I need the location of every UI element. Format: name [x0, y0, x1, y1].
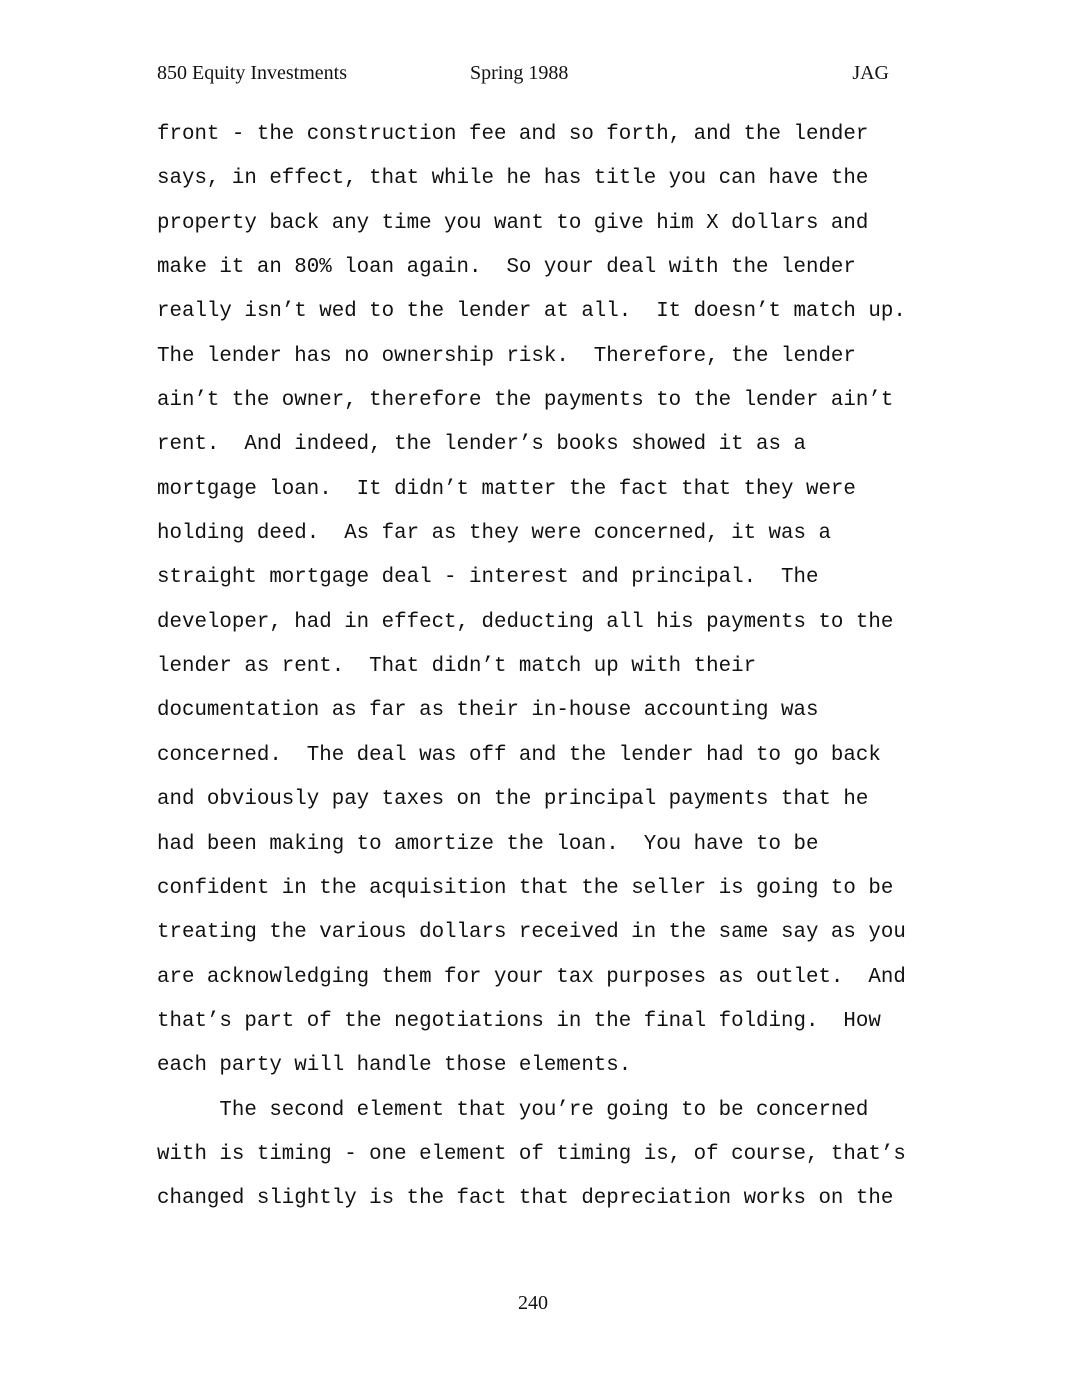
- text-line: confident in the acquisition that the seller is going to be: [157, 876, 894, 900]
- text-line: holding deed. As far as they were concerned, it was a: [157, 522, 831, 546]
- header-course-title: 850 Equity Investments: [157, 62, 347, 84]
- text-line: changed slightly is the fact that depreciation works on the: [157, 1187, 894, 1211]
- text-line: concerned. The deal was off and the lender had to go back: [157, 743, 881, 767]
- text-line: mortgage loan. It didn’t matter the fact that they were: [157, 477, 856, 501]
- page-number: 240: [518, 1292, 548, 1314]
- text-line: that’s part of the negotiations in the final folding. How: [157, 1009, 881, 1033]
- text-line: each party will handle those elements.: [157, 1054, 632, 1078]
- text-line: really isn’t wed to the lender at all. It doesn’t match up.: [157, 300, 906, 324]
- text-line: front - the construction fee and so forth, and the lender: [157, 123, 869, 146]
- header-author-initials: JAG: [852, 62, 889, 84]
- paragraph-start-line: The second element that you’re going to be concerned: [157, 1098, 869, 1122]
- text-line: straight mortgage deal - interest and principal. The: [157, 566, 819, 590]
- text-line: had been making to amortize the loan. You have to be: [157, 832, 819, 856]
- text-line: lender as rent. That didn’t match up with their: [157, 655, 757, 679]
- text-line: The lender has no ownership risk. Therefore, the lender: [157, 344, 856, 368]
- text-line: documentation as far as their in-house accounting was: [157, 699, 819, 723]
- page-header: [157, 62, 892, 90]
- text-line: treating the various dollars received in the same say as you: [157, 921, 906, 945]
- header-term: Spring 1988: [470, 62, 569, 84]
- text-line: make it an 80% loan again. So your deal with the lender: [157, 256, 856, 280]
- transcript-body: [157, 113, 937, 1222]
- text-line: developer, had in effect, deducting all his payments to the: [157, 610, 894, 634]
- text-line: property back any time you want to give him X dollars and: [157, 211, 869, 235]
- text-line: rent. And indeed, the lender’s books showed it as a: [157, 433, 806, 457]
- text-line: are acknowledging them for your tax purposes as outlet. And: [157, 965, 906, 989]
- text-line: with is timing - one element of timing is, of course, that’s: [157, 1142, 906, 1166]
- text-line: ain’t the owner, therefore the payments to the lender ain’t: [157, 389, 894, 413]
- text-line: says, in effect, that while he has title you can have the: [157, 167, 869, 191]
- text-line: and obviously pay taxes on the principal payments that he: [157, 788, 869, 812]
